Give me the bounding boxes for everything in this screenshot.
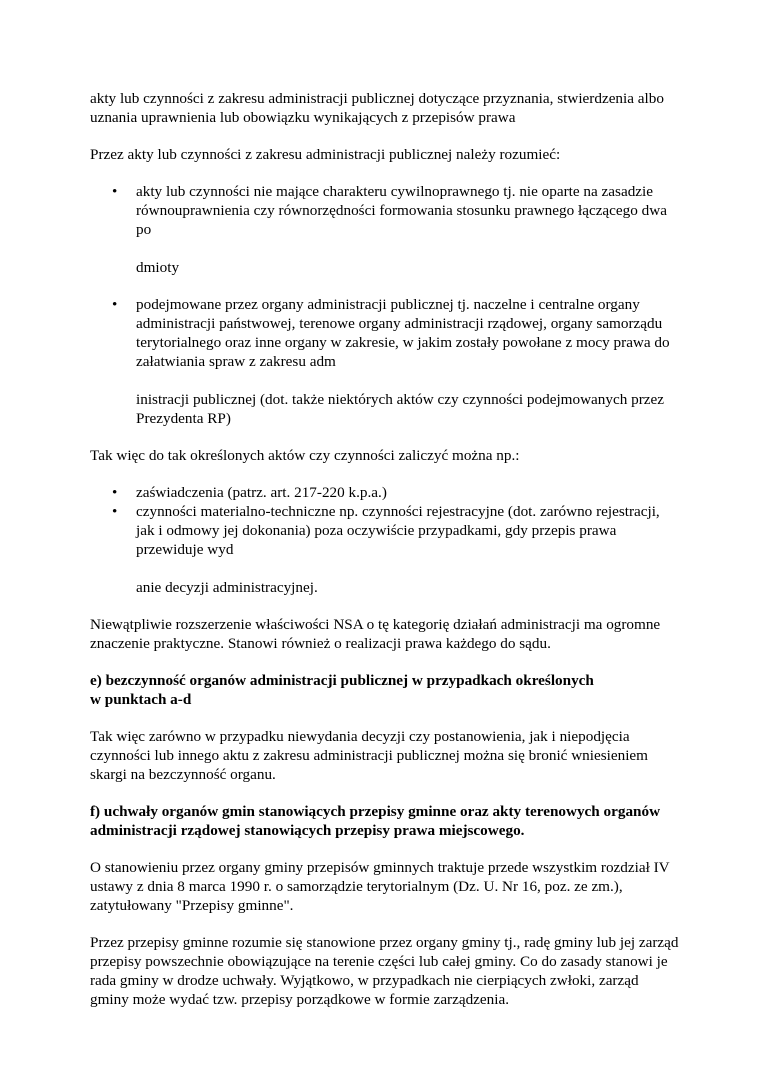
paragraph-inaction: Tak więc zarówno w przypadku niewydania decyzji czy postanowienia, jak i niepodjęcia czynności lub innego aktu z zakresu administracji publicznej można się bronić wniesieniem skargi na bezczynność organu. [90,728,648,783]
section-heading-f: f) uchwały organów gmin stanowiących przepisy gminne oraz akty terenowych organów administracji rządowej stanowiących przepisy prawa miejscowego. [90,803,661,839]
paragraph-municipal-law: O stanowieniu przez organy gminy przepisów gminnych traktuje przede wszystkim rozdział IV ustawy z dnia 8 marca 1990 r. o samorządzie terytorialnym (Dz. U. Nr 16, poz. ze zm.), zatytułowany "Przepisy gminne". [90,859,670,914]
section-heading-e-line2: w punktach a-d [90,691,192,708]
list-item [90,483,680,502]
document-page [90,89,680,1009]
paragraph-examples: Tak więc do tak określonych aktów czy czynności zaliczyć można np.: [90,447,520,464]
list-item-continuation: anie decyzji administracyjnej. [136,579,318,596]
list-item-text: czynności materialno-techniczne np. czynności rejestracyjne (dot. zarówno rejestracji, jak i odmowy jej dokonania) poza oczywiście przypadkami, gdy przepis prawa przewiduje wyd [136,503,660,558]
paragraph-intro: akty lub czynności z zakresu administracji publicznej dotyczące przyznania, stwierdzenia albo uznania uprawnienia lub obowiązku wynikających z przepisów prawa [90,90,664,126]
list-item-text: zaświadczenia (patrz. art. 217-220 k.p.a.) [136,484,387,501]
paragraph-nsa: Niewątpliwie rozszerzenie właściwości NSA o tę kategorię działań administracji ma ogromne znaczenie praktyczne. Stanowi również o realizacji prawa każdego do sądu. [90,616,661,652]
list-item-text: akty lub czynności nie mające charakteru cywilnoprawnego tj. nie oparte na zasadzie równouprawnienia czy równorzędności formowania stosunku prawnego łączącego dwa po [136,183,667,238]
list-item [90,182,680,239]
section-heading-e [90,671,680,709]
list-item [90,502,680,559]
list-item [90,295,680,371]
list-item-text: podejmowane przez organy administracji publicznej tj. naczelne i centralne organy administracji państwowej, terenowe organy administracji rządowej, organy samorządu terytorialnego oraz inne organy w zakresie, w jakim zostały powołane z mocy prawa do załatwiania spraw z zakresu adm [136,296,670,370]
bullet-list-examples [90,483,680,559]
list-item-continuation: dmioty [136,259,180,276]
bullet-list-acts [90,182,680,239]
paragraph-municipal-rules: Przez przepisy gminne rozumie się stanowione przez organy gminy tj., radę gminy lub jej zarząd przepisy powszechnie obowiązujące na terenie części lub całej gminy. Co do zasady stanowi je rada gminy w drodze uchwały. Wyjątkowo, w przypadkach nie cierpiących zwłoki, zarząd gminy może wydać tzw. przepisy porządkowe w formie zarządzenia. [90,934,679,1008]
list-item-continuation: inistracji publicznej (dot. także niektórych aktów czy czynności podejmowanych przez Prezydenta RP) [136,391,664,427]
section-heading-e-line1: e) bezczynność organów administracji publicznej w przypadkach określonych [90,672,594,689]
bullet-list-organs [90,295,680,371]
paragraph-definition: Przez akty lub czynności z zakresu administracji publicznej należy rozumieć: [90,146,561,163]
